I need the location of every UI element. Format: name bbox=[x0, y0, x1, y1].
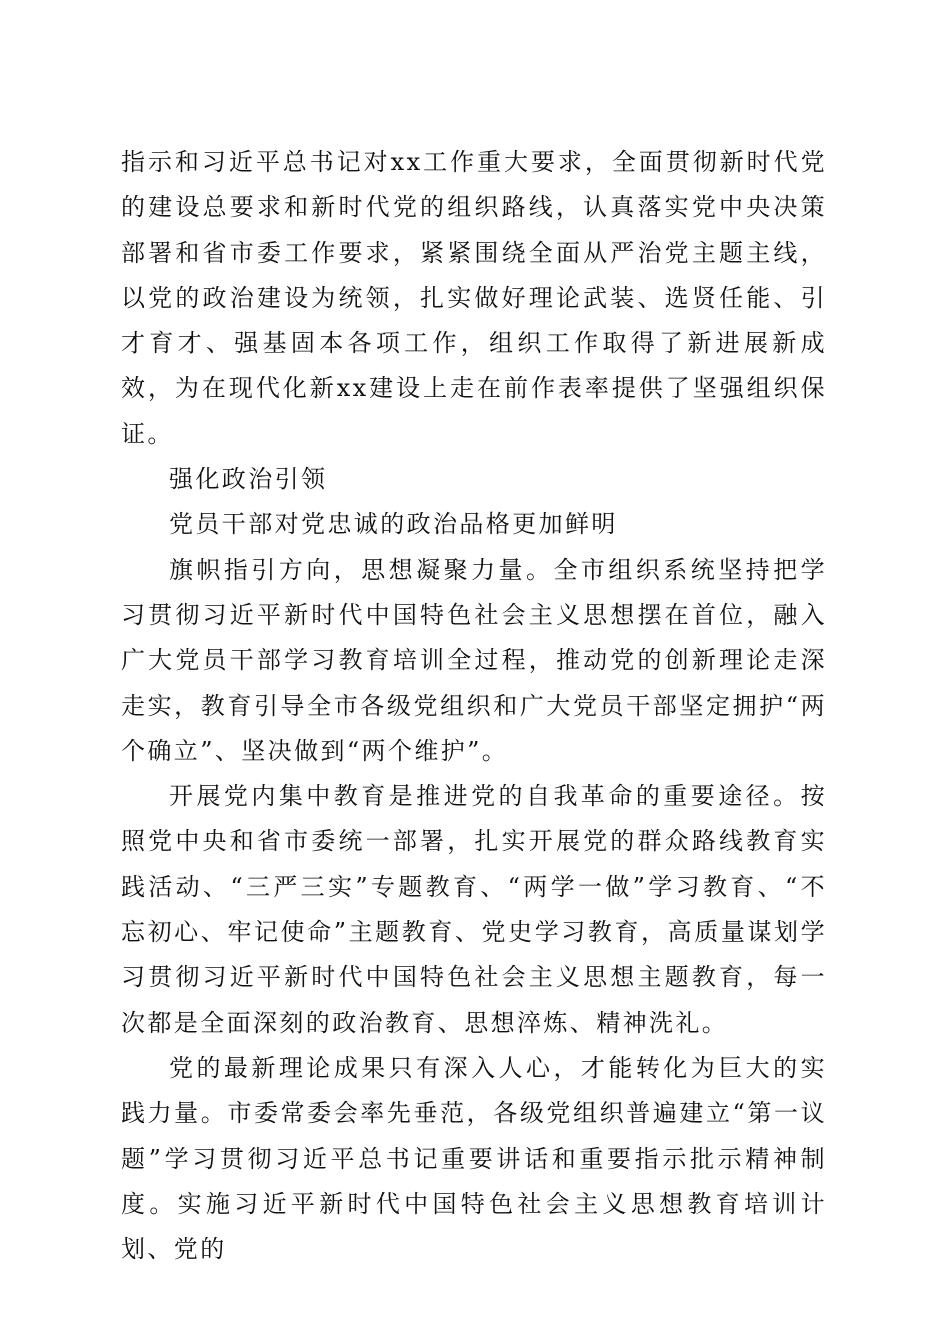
section-heading: 强化政治引领 bbox=[169, 465, 328, 494]
paragraph-practice: 党的最新理论成果只有深入人心，才能转化为巨大的实践力量。市委常委会率先垂范，各级党组织普遍建立“第一议题”学习贯彻习近平总书记重要讲话和重要指示批示精神制度。实施习近平新时代中国特色社会主义思想教育培训计划、党的 bbox=[121, 1053, 827, 1264]
paragraph-continuation: 指示和习近平总书记对xx工作重大要求，全面贯彻新时代党的建设总要求和新时代党的组织路线，认真落实党中央决策部署和省市委工作要求，紧紧围绕全面从严治党主题主线，以党的政治建设为统领，扎实做好理论武装、选贤任能、引才育才、强基固本各项工作，组织工作取得了新进展新成效，为在现代化新xx建设上走在前作表率提供了坚强组织保证。 bbox=[121, 148, 827, 448]
section-subheading: 党员干部对党忠诚的政治品格更加鲜明 bbox=[169, 510, 618, 539]
paragraph-theory: 旗帜指引方向，思想凝聚力量。全市组织系统坚持把学习贯彻习近平新时代中国特色社会主义思想摆在首位，融入广大党员干部学习教育培训全过程，推动党的创新理论走深走实，教育引导全市各级党组织和广大党员干部坚定拥护“两个确立”、坚决做到“两个维护”。 bbox=[121, 555, 827, 765]
document-body bbox=[121, 140, 827, 1272]
paragraph-education: 开展党内集中教育是推进党的自我革命的重要途径。按照党中央和省市委统一部署，扎实开展党的群众路线教育实践活动、“三严三实”专题教育、“两学一做”学习教育、“不忘初心、牢记使命”主题教育、党史学习教育，高质量谋划学习贯彻习近平新时代中国特色社会主义思想主题教育，每一次都是全面深刻的政治教育、思想淬炼、精神洗礼。 bbox=[121, 782, 827, 1037]
